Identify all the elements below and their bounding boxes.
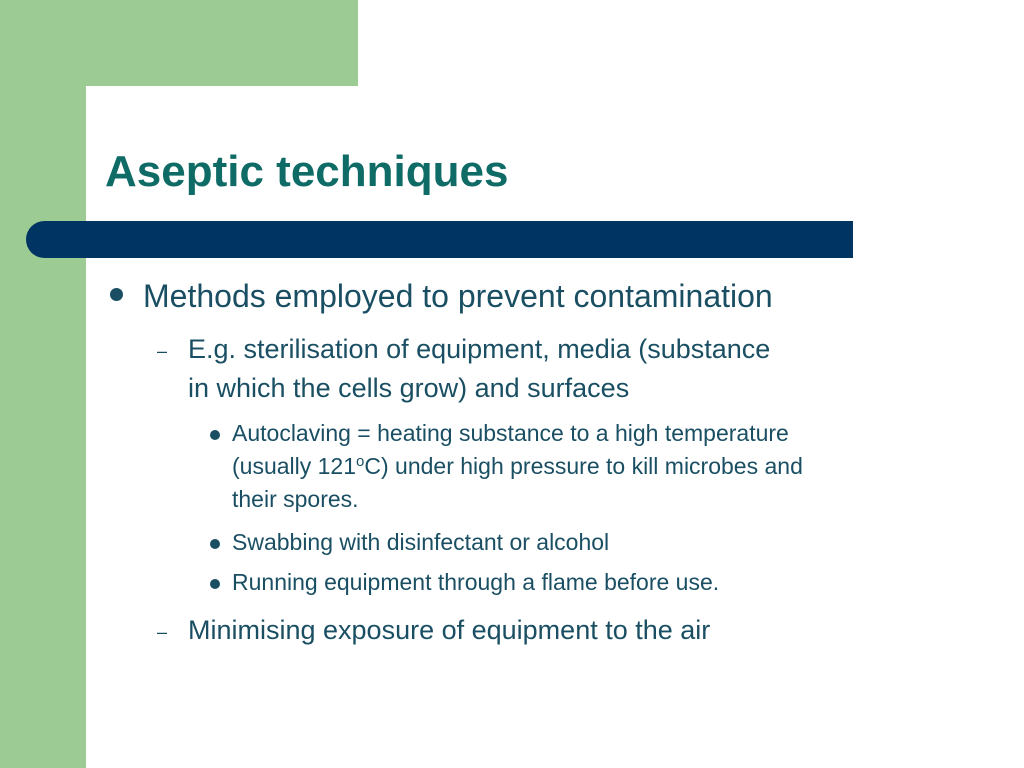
bullet-level3-autoclaving-line2	[232, 450, 803, 483]
bullet-level3-swabbing: Swabbing with disinfectant or alcohol	[232, 529, 610, 555]
bullet-level2-sterilisation-line1: E.g. sterilisation of equipment, media (substance	[188, 334, 771, 364]
degree-superscript: o	[356, 453, 365, 470]
title-underline-bar	[26, 221, 853, 258]
bullet-dot-icon	[210, 579, 220, 589]
autoclaving-text-a: (usually 121	[232, 453, 357, 479]
green-top-bar	[0, 0, 358, 86]
green-side-bar	[0, 0, 86, 768]
autoclaving-text-b: C) under high pressure to kill microbes and	[364, 453, 803, 479]
dash-icon: –	[157, 622, 168, 642]
slide-title: Aseptic techniques	[105, 147, 509, 196]
bullet-level2-minimising-exposure: Minimising exposure of equipment to the air	[188, 615, 711, 645]
bullet-level3-autoclaving-line3: their spores.	[232, 486, 359, 512]
bullet-dot-icon	[210, 430, 220, 440]
dash-icon: –	[157, 341, 168, 361]
bullet-dot-icon	[210, 539, 220, 549]
bullet-dot-icon	[110, 288, 123, 301]
bullet-level1-methods: Methods employed to prevent contamination	[143, 278, 773, 314]
bullet-level3-autoclaving-line1: Autoclaving = heating substance to a high temperature	[232, 420, 789, 446]
bullet-level3-flame: Running equipment through a flame before use.	[232, 569, 720, 595]
bullet-level2-sterilisation-line2: in which the cells grow) and surfaces	[188, 373, 630, 403]
